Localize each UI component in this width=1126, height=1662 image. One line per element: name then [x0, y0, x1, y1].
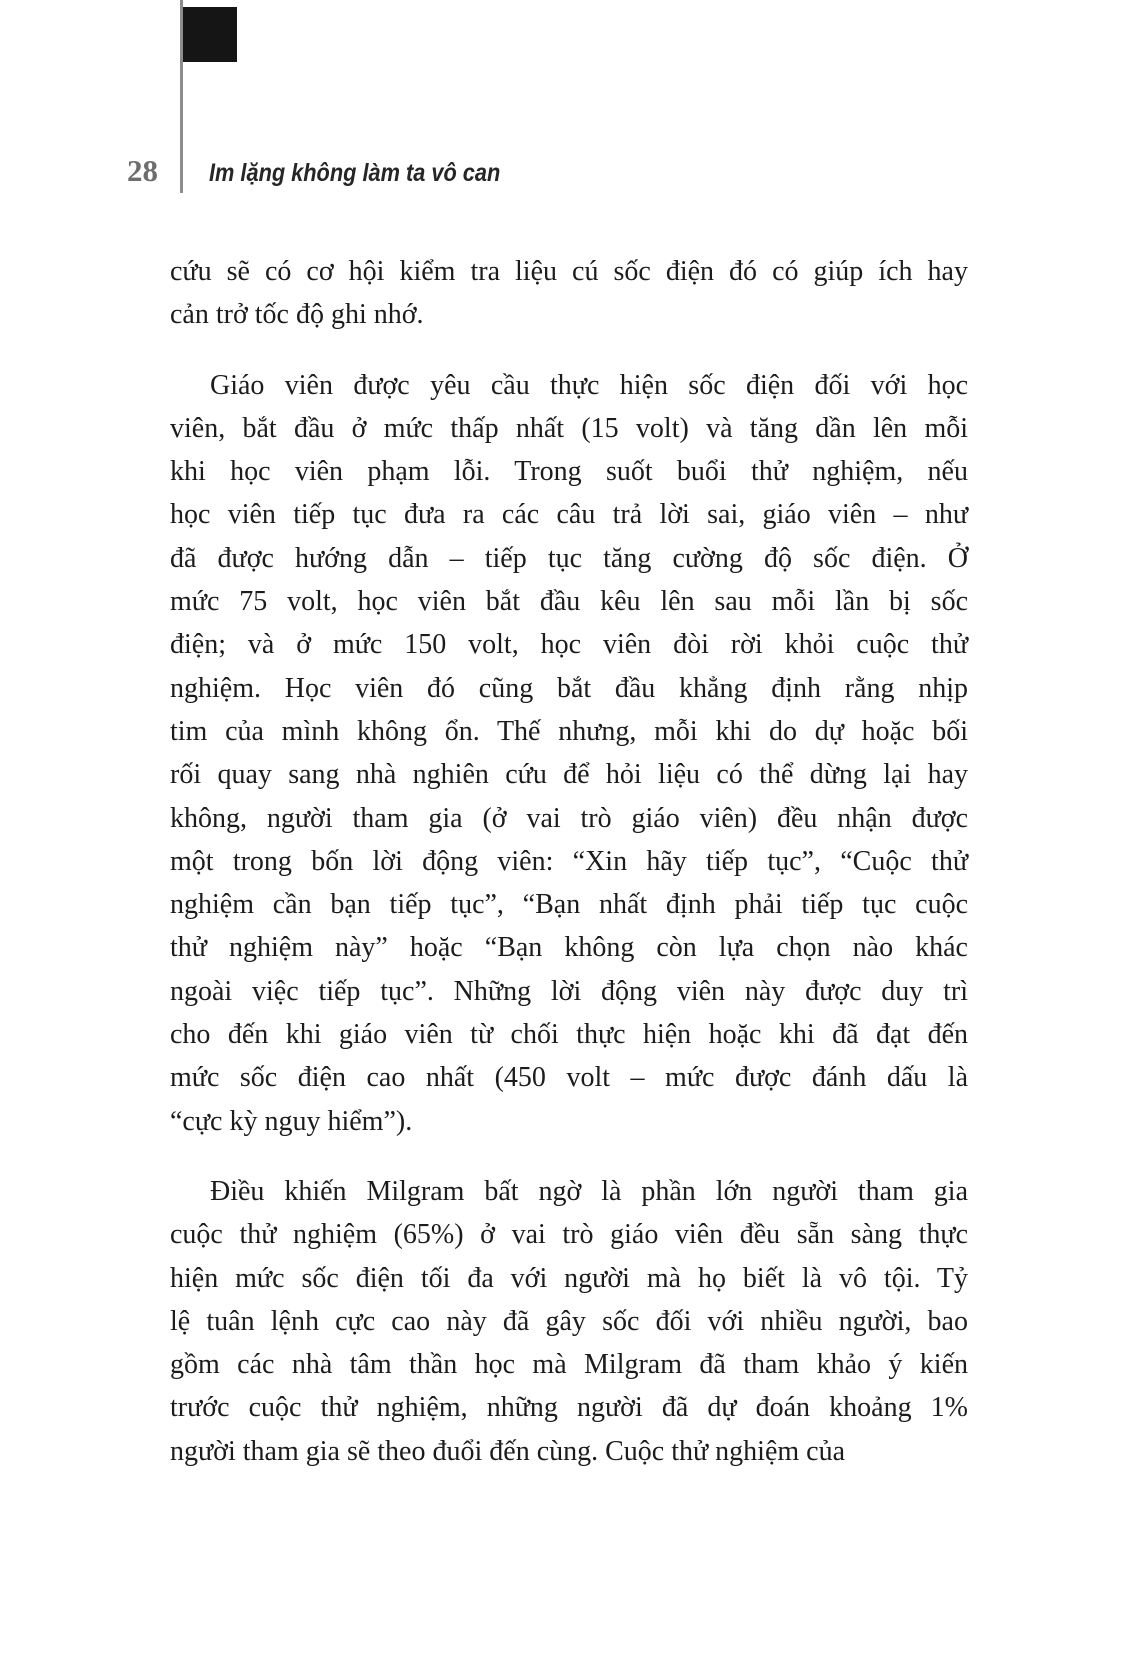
page-number: 28: [127, 153, 158, 188]
text-line: mức sốc điện cao nhất (450 volt – mức được đánh dấu là: [170, 1062, 968, 1094]
text-line: người tham gia sẽ theo đuổi đến cùng. Cuộc thử nghiệm của: [170, 1435, 846, 1467]
header-rule: [180, 0, 183, 193]
text-line: nghiệm cần bạn tiếp tục”, “Bạn nhất định phải tiếp tục cuộc: [170, 889, 968, 921]
text-line: ngoài việc tiếp tục”. Những lời động viên này được duy trì: [170, 975, 968, 1007]
text-line: khi học viên phạm lỗi. Trong suốt buổi thử nghiệm, nếu: [170, 456, 968, 488]
text-line: không, người tham gia (ở vai trò giáo viên) đều nhận được: [170, 802, 968, 834]
text-line: đã được hướng dẫn – tiếp tục tăng cường độ sốc điện. Ở: [170, 542, 968, 574]
text-line: nghiệm. Học viên đó cũng bắt đầu khẳng định rằng nhịp: [170, 672, 968, 704]
text-line: một trong bốn lời động viên: “Xin hãy tiếp tục”, “Cuộc thử: [170, 845, 968, 877]
text-line: gồm các nhà tâm thần học mà Milgram đã tham khảo ý kiến: [170, 1349, 968, 1381]
page-body: [170, 250, 968, 1473]
black-mark: [180, 7, 237, 62]
text-line: hiện mức sốc điện tối đa với người mà họ biết là vô tội. Tỷ: [170, 1262, 968, 1294]
paragraph: [170, 364, 968, 1143]
text-line: rối quay sang nhà nghiên cứu để hỏi liệu có thể dừng lại hay: [170, 759, 968, 791]
text-line: tim của mình không ổn. Thế nhưng, mỗi khi do dự hoặc bối: [170, 715, 968, 747]
text-line: thử nghiệm này” hoặc “Bạn không còn lựa chọn nào khác: [170, 932, 968, 964]
running-title: Im lặng không làm ta vô can: [209, 159, 501, 187]
text-line: điện; và ở mức 150 volt, học viên đòi rời khỏi cuộc thử: [170, 629, 968, 661]
text-line: “cực kỳ nguy hiểm”).: [170, 1105, 413, 1137]
paragraph: [170, 250, 968, 337]
text-line: học viên tiếp tục đưa ra các câu trả lời sai, giáo viên – như: [170, 499, 968, 531]
text-line: trước cuộc thử nghiệm, những người đã dự đoán khoảng 1%: [170, 1392, 968, 1424]
paragraph: [170, 1170, 968, 1473]
text-line: Điều khiến Milgram bất ngờ là phần lớn người tham gia: [210, 1175, 968, 1207]
text-line: cho đến khi giáo viên từ chối thực hiện hoặc khi đã đạt đến: [170, 1019, 968, 1051]
text-line: cuộc thử nghiệm (65%) ở vai trò giáo viên đều sẵn sàng thực: [170, 1219, 968, 1251]
text-line: lệ tuân lệnh cực cao này đã gây sốc đối với nhiều người, bao: [170, 1305, 968, 1337]
text-line: viên, bắt đầu ở mức thấp nhất (15 volt) và tăng dần lên mỗi: [170, 412, 968, 444]
text-line: Giáo viên được yêu cầu thực hiện sốc điện đối với học: [210, 369, 968, 401]
text-line: cứu sẽ có cơ hội kiểm tra liệu cú sốc điện đó có giúp ích hay: [170, 256, 968, 287]
text-line: cản trở tốc độ ghi nhớ.: [170, 299, 424, 331]
text-line: mức 75 volt, học viên bắt đầu kêu lên sau mỗi lần bị sốc: [170, 586, 968, 618]
